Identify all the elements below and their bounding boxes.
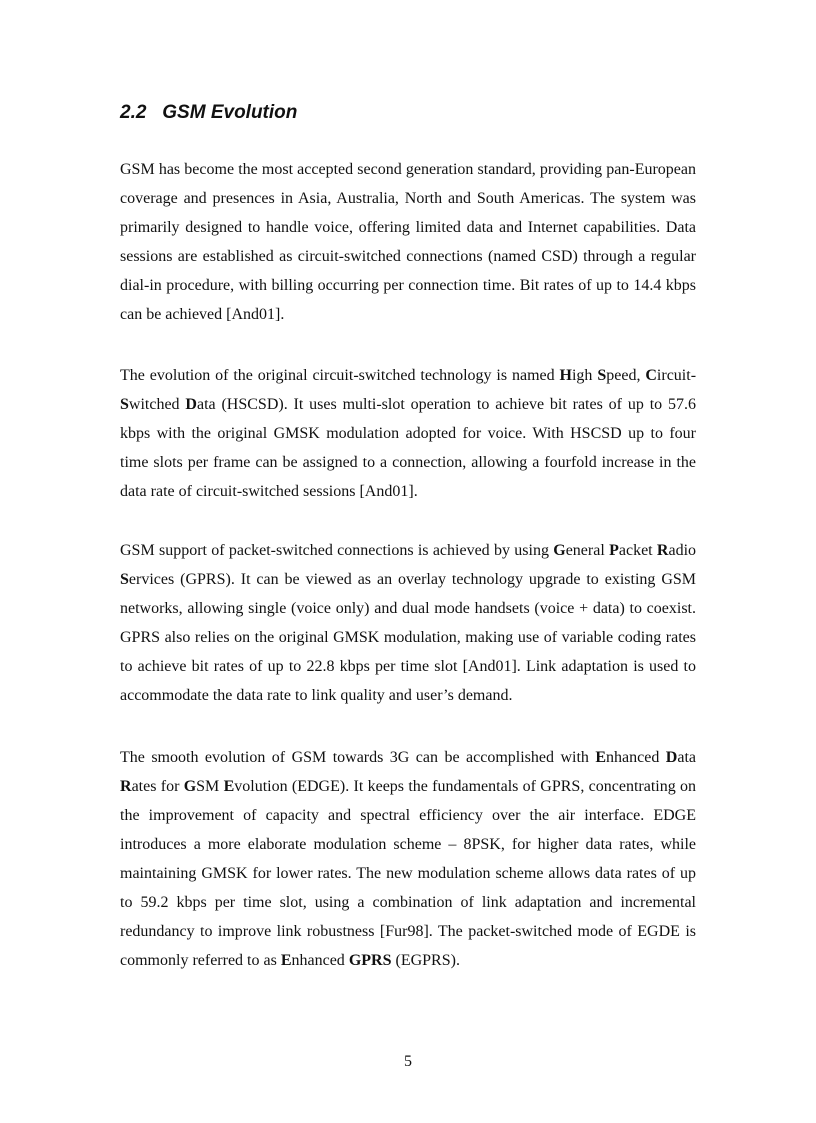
- text-line: [120, 772, 696, 801]
- bold-text: S: [597, 367, 607, 384]
- text-line: [120, 419, 696, 448]
- bold-text: G: [183, 778, 197, 795]
- paragraph-gprs: [120, 536, 696, 710]
- text-segment: commonly referred to as: [120, 952, 281, 969]
- bold-text: H: [559, 367, 572, 384]
- bold-text: E: [223, 778, 235, 795]
- section-title: GSM Evolution: [162, 102, 298, 123]
- text-line: [120, 155, 696, 184]
- text-segment: ata: [677, 749, 696, 766]
- text-line: [120, 271, 696, 300]
- text-line: [120, 361, 696, 390]
- text-segment: ircuit-: [656, 367, 697, 384]
- text-line: [120, 830, 696, 859]
- bold-text: R: [120, 778, 132, 795]
- text-line: [120, 213, 696, 242]
- text-segment: The evolution of the original circuit-switched technology is named: [120, 367, 560, 384]
- text-segment: to achieve bit rates of up to 22.8 kbps per time slot [And01]. Link adaptation is used to: [120, 658, 696, 675]
- text-segment: GPRS also relies on the original GMSK modulation, making use of variable coding rates: [120, 629, 696, 646]
- text-segment: peed,: [606, 367, 646, 384]
- text-line: [120, 652, 696, 681]
- text-segment: GSM support of packet-switched connections is achieved by using: [120, 542, 554, 559]
- text-segment: accommodate the data rate to link quality and user’s demand.: [120, 687, 513, 704]
- page-number: 5: [404, 1053, 412, 1070]
- paragraph-gsm-overview: [120, 155, 696, 329]
- text-segment: volution (EDGE). It keeps the fundamentals of GPRS, concentrating on: [234, 778, 697, 795]
- text-segment: can be achieved [And01].: [120, 306, 285, 323]
- text-line: [120, 390, 696, 419]
- text-line: [120, 300, 696, 329]
- bold-text: D: [185, 396, 197, 413]
- text-segment: SM: [196, 778, 224, 795]
- bold-text: E: [595, 749, 607, 766]
- text-line: [120, 242, 696, 271]
- text-segment: kbps with the original GMSK modulation adopted for voice. With HSCSD up to four: [120, 425, 696, 442]
- text-segment: coverage and presences in Asia, Australia, North and South Americas. The system was: [120, 190, 696, 207]
- bold-text: G: [553, 542, 566, 559]
- text-segment: igh: [571, 367, 598, 384]
- text-segment: ervices (GPRS). It can be viewed as an overlay technology upgrade to existing GSM: [128, 571, 696, 588]
- text-line: [120, 477, 696, 506]
- bold-text: R: [656, 542, 669, 559]
- text-segment: The smooth evolution of GSM towards 3G can be accomplished with: [120, 749, 596, 766]
- text-line: [120, 859, 696, 888]
- text-line: [120, 888, 696, 917]
- text-segment: nhanced: [606, 749, 666, 766]
- text-segment: nhanced: [291, 952, 349, 969]
- bold-text: S: [120, 571, 129, 588]
- text-segment: dial-in procedure, with billing occurring per connection time. Bit rates of up to 14.4 kbps: [120, 277, 696, 294]
- text-segment: acket: [618, 542, 657, 559]
- text-line: [120, 801, 696, 830]
- text-segment: witched: [128, 396, 186, 413]
- text-line: [120, 448, 696, 477]
- text-segment: sessions are established as circuit-switched connections (named CSD) through a regular: [120, 248, 696, 265]
- text-line: [120, 184, 696, 213]
- paragraph-edge: [120, 743, 696, 975]
- bold-text: P: [609, 542, 619, 559]
- paragraph-hscsd: [120, 361, 696, 506]
- text-segment: adio: [668, 542, 697, 559]
- text-segment: data rate of circuit-switched sessions [And01].: [120, 483, 418, 500]
- text-segment: ata (HSCSD). It uses multi-slot operation to achieve bit rates of up to 57.6: [196, 396, 696, 413]
- text-line: [120, 946, 696, 975]
- text-segment: the improvement of capacity and spectral efficiency over the air interface. EDGE: [120, 807, 696, 824]
- text-line: [120, 623, 696, 652]
- text-segment: (EGPRS).: [391, 952, 460, 969]
- text-segment: time slots per frame can be assigned to a connection, allowing a fourfold increase in the: [120, 454, 696, 471]
- section-heading: [120, 100, 297, 126]
- text-segment: to 59.2 kbps per time slot, using a combination of link adaptation and incremental: [120, 894, 696, 911]
- text-segment: eneral: [565, 542, 610, 559]
- bold-text: D: [665, 749, 678, 766]
- text-segment: GSM has become the most accepted second generation standard, providing pan-European: [120, 161, 696, 178]
- bold-text: C: [645, 367, 657, 384]
- text-segment: introduces a more elaborate modulation scheme – 8PSK, for higher data rates, while: [120, 836, 696, 853]
- text-line: [120, 743, 696, 772]
- text-line: [120, 681, 696, 710]
- text-line: [120, 917, 696, 946]
- text-segment: networks, allowing single (voice only) and dual mode handsets (voice + data) to coexist.: [120, 600, 696, 617]
- bold-text: E: [280, 952, 292, 969]
- text-line: [120, 565, 696, 594]
- text-segment: primarily designed to handle voice, offering limited data and Internet capabilities. Data: [120, 219, 696, 236]
- text-line: [120, 536, 696, 565]
- text-line: [120, 594, 696, 623]
- bold-text: GPRS: [348, 952, 392, 969]
- text-segment: maintaining GMSK for lower rates. The new modulation scheme allows data rates of up: [120, 865, 696, 882]
- bold-text: S: [120, 396, 129, 413]
- section-number: 2.2: [120, 102, 147, 123]
- text-segment: ates for: [131, 778, 184, 795]
- text-segment: redundancy to improve link robustness [Fur98]. The packet-switched mode of EGDE is: [120, 923, 696, 940]
